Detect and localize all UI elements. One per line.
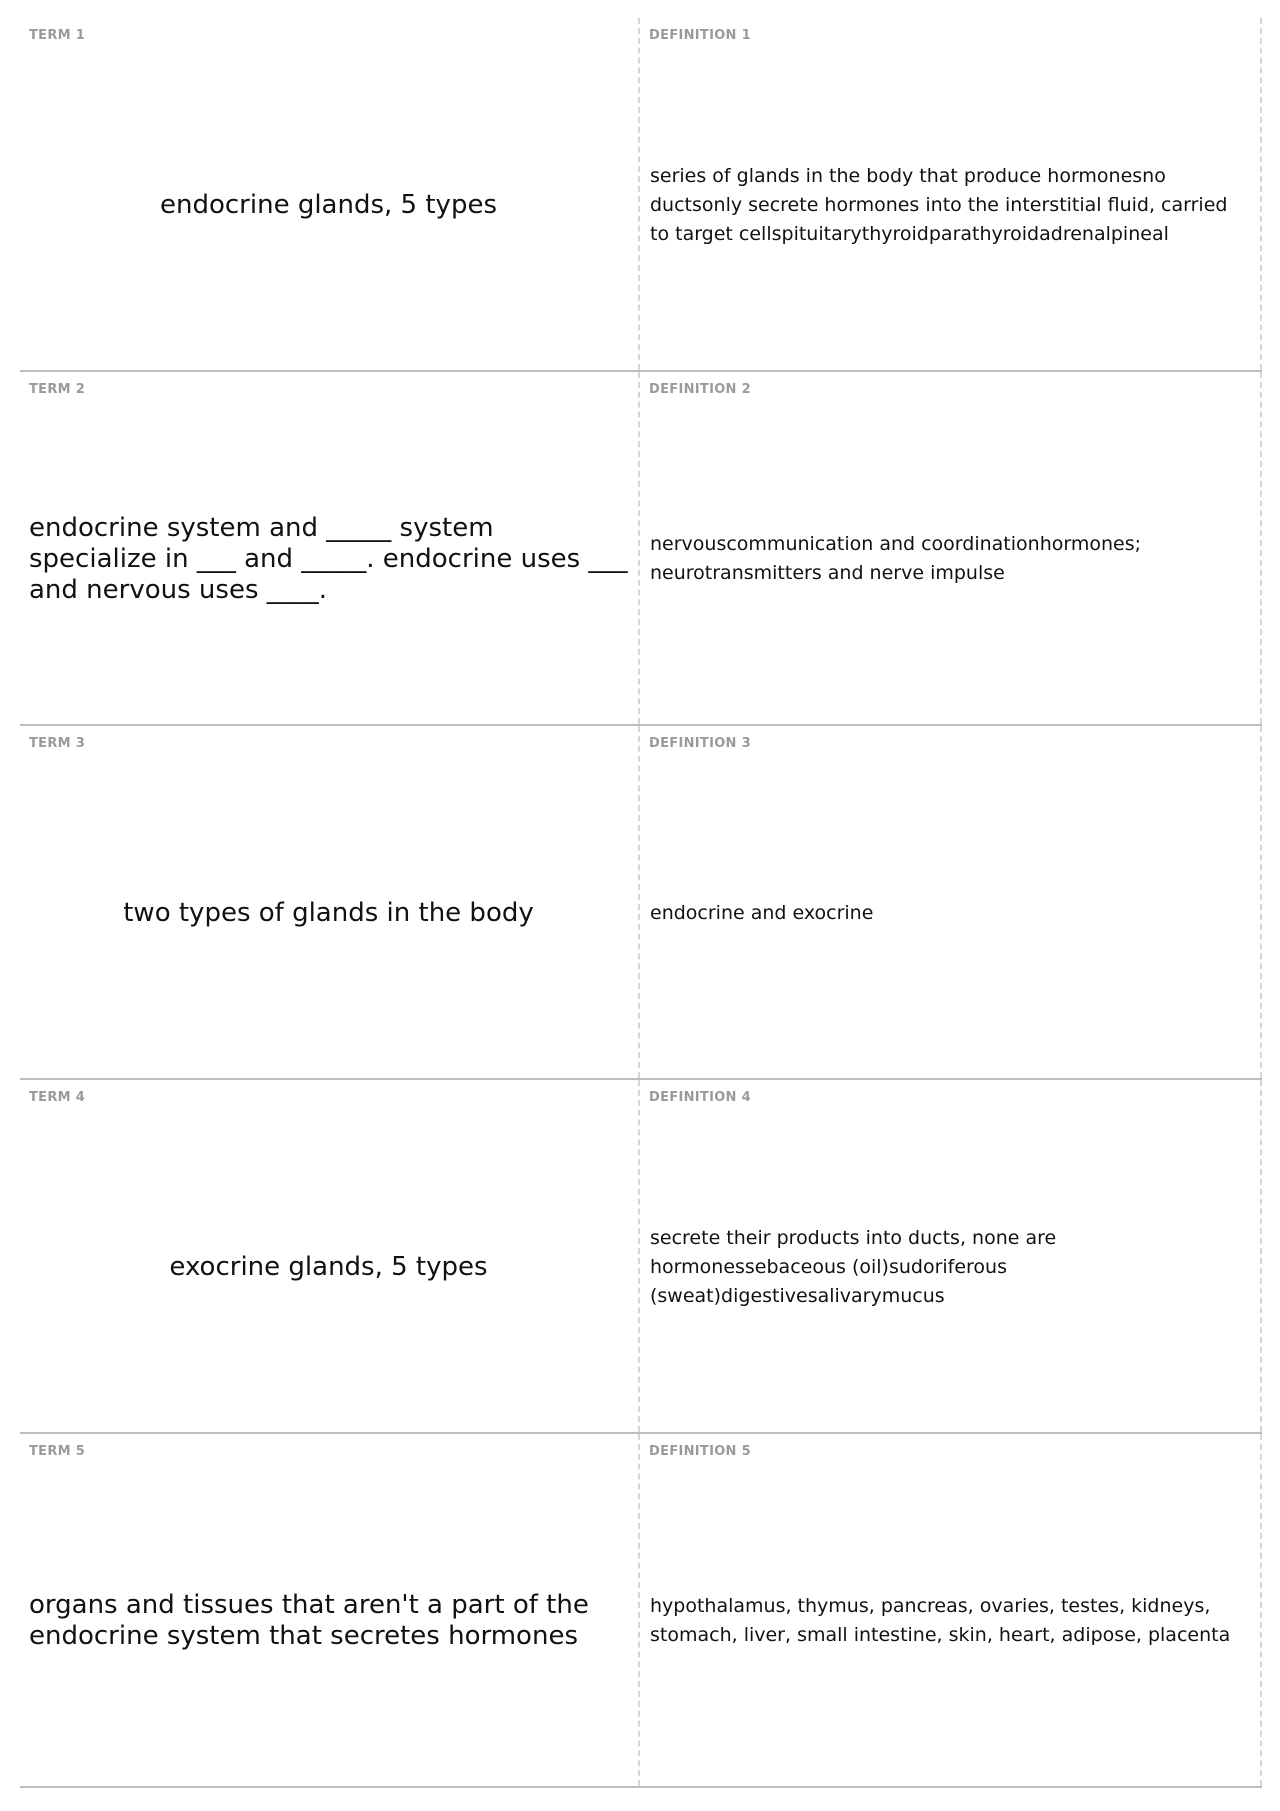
definition-cell [640, 372, 1262, 724]
term-label: TERM 2 [29, 382, 86, 397]
definition-label: DEFINITION 4 [649, 1090, 751, 1105]
definition-text: series of glands in the body that produce hormonesno ductsonly secrete hormones into the interstitial fluid, carried to target cellspituitarythyroidparathyroidadrenalpineal [650, 164, 1228, 245]
term-text: two types of glands in the body [123, 897, 534, 928]
definition-label: DEFINITION 5 [649, 1444, 751, 1459]
term-label: TERM 4 [29, 1090, 86, 1105]
term-cell [20, 18, 640, 370]
term-text: endocrine glands, 5 types [160, 189, 497, 220]
term-text: exocrine glands, 5 types [169, 1251, 488, 1282]
definition-text: nervouscommunication and coordinationhormones; neurotransmitters and nerve impulse [650, 533, 1142, 584]
definition-text: hypothalamus, thymus, pancreas, ovaries, testes, kidneys, stomach, liver, small intestine, skin, heart, adipose, placenta [650, 1595, 1231, 1646]
term-label: TERM 1 [29, 28, 86, 43]
term-text: endocrine system and _____ system specialize in ___ and _____. endocrine uses ___ and nervous uses ____. [29, 512, 628, 605]
definition-text: secrete their products into ducts, none are hormonessebaceous (oil)sudoriferous (sweat)digestivesalivarymucus [650, 1226, 1057, 1307]
definition-cell [640, 1434, 1262, 1786]
flashcard-row-1 [20, 18, 1262, 372]
definition-label: DEFINITION 1 [649, 28, 751, 43]
definition-text: endocrine and exocrine [650, 901, 874, 924]
term-text: organs and tissues that aren't a part of the endocrine system that secretes hormones [29, 1590, 589, 1651]
definition-label: DEFINITION 3 [649, 736, 751, 751]
flashcard-row-2 [20, 372, 1262, 726]
term-cell [20, 1434, 640, 1786]
term-label: TERM 3 [29, 736, 86, 751]
definition-cell [640, 18, 1262, 370]
flashcard-row-5 [20, 1434, 1262, 1788]
term-cell [20, 726, 640, 1078]
term-cell [20, 1080, 640, 1432]
flashcard-row-3 [20, 726, 1262, 1080]
definition-cell [640, 726, 1262, 1078]
flashcard-sheet [20, 18, 1262, 1788]
term-label: TERM 5 [29, 1444, 86, 1459]
definition-label: DEFINITION 2 [649, 382, 751, 397]
definition-cell [640, 1080, 1262, 1432]
flashcard-row-4 [20, 1080, 1262, 1434]
term-cell [20, 372, 640, 724]
